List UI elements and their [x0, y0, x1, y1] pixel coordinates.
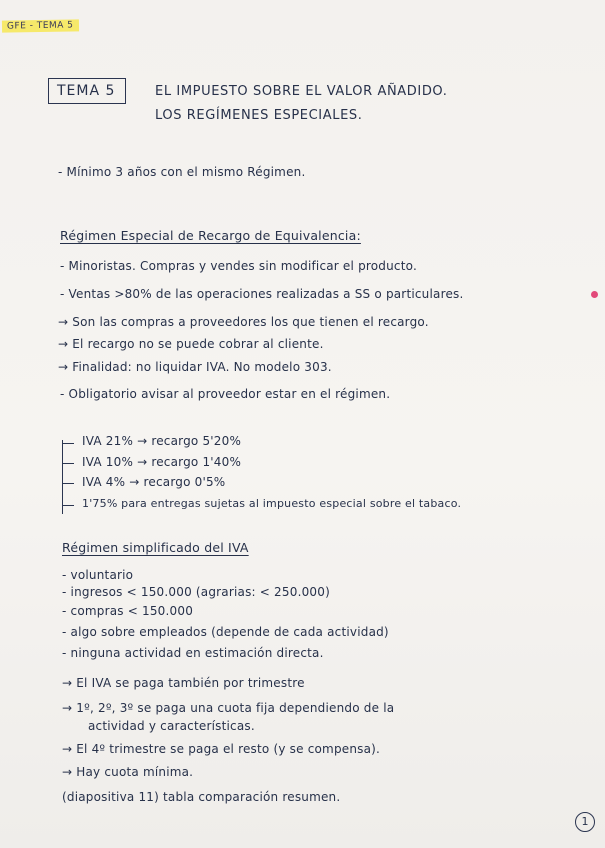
bracket-tick: [62, 505, 74, 506]
intro-line: - Mínimo 3 años con el mismo Régimen.: [58, 165, 306, 179]
list-item: → Hay cuota mínima.: [62, 765, 194, 779]
title-line-1: EL IMPUESTO SOBRE EL VALOR AÑADIDO.: [155, 84, 448, 99]
list-item: - ingresos < 150.000 (agrarias: < 250.000): [62, 585, 330, 599]
section-heading-simplificado: Régimen simplificado del IVA: [62, 540, 249, 555]
bracket-tick: [62, 443, 74, 444]
rate-item: IVA 10% → recargo 1'40%: [82, 455, 242, 469]
list-item: → El IVA se paga también por trimestre: [62, 676, 305, 690]
list-item: - voluntario: [62, 568, 134, 582]
list-item: - Obligatorio avisar al proveedor estar en el régimen.: [60, 387, 391, 401]
rates-bracket: [62, 440, 79, 514]
section-heading-recargo: Régimen Especial de Recargo de Equivalencia:: [60, 228, 361, 243]
list-item: → Finalidad: no liquidar IVA. No modelo 303.: [58, 360, 332, 374]
list-item: - Ventas >80% de las operaciones realizadas a SS o particulares.: [60, 287, 464, 301]
marker-dot: [591, 291, 598, 298]
page-number: 1: [575, 812, 595, 832]
list-item: → El 4º trimestre se paga el resto (y se compensa).: [62, 742, 381, 756]
bracket-tick: [62, 483, 74, 484]
title-box: TEMA 5: [48, 78, 126, 104]
list-item: - ninguna actividad en estimación directa.: [62, 646, 324, 660]
bracket-tick: [62, 463, 74, 464]
header-tag: GFE - TEMA 5: [2, 19, 79, 32]
list-item: → Son las compras a proveedores los que tienen el recargo.: [58, 315, 429, 329]
rate-item: 1'75% para entregas sujetas al impuesto especial sobre el tabaco.: [82, 497, 462, 510]
page-title: [155, 80, 447, 128]
title-line-2: LOS REGÍMENES ESPECIALES.: [155, 108, 363, 123]
list-item: → 1º, 2º, 3º se paga una cuota fija dependiendo de la: [62, 701, 395, 715]
list-item: - compras < 150.000: [62, 604, 194, 618]
rate-item: IVA 21% → recargo 5'20%: [82, 434, 242, 448]
rate-item: IVA 4% → recargo 0'5%: [82, 475, 226, 489]
list-item: → El recargo no se puede cobrar al cliente.: [58, 337, 324, 351]
list-item: - Minoristas. Compras y vendes sin modificar el producto.: [60, 259, 417, 273]
list-item: (diapositiva 11) tabla comparación resumen.: [62, 790, 341, 804]
list-item: actividad y características.: [88, 719, 255, 733]
list-item: - algo sobre empleados (depende de cada actividad): [62, 625, 389, 639]
